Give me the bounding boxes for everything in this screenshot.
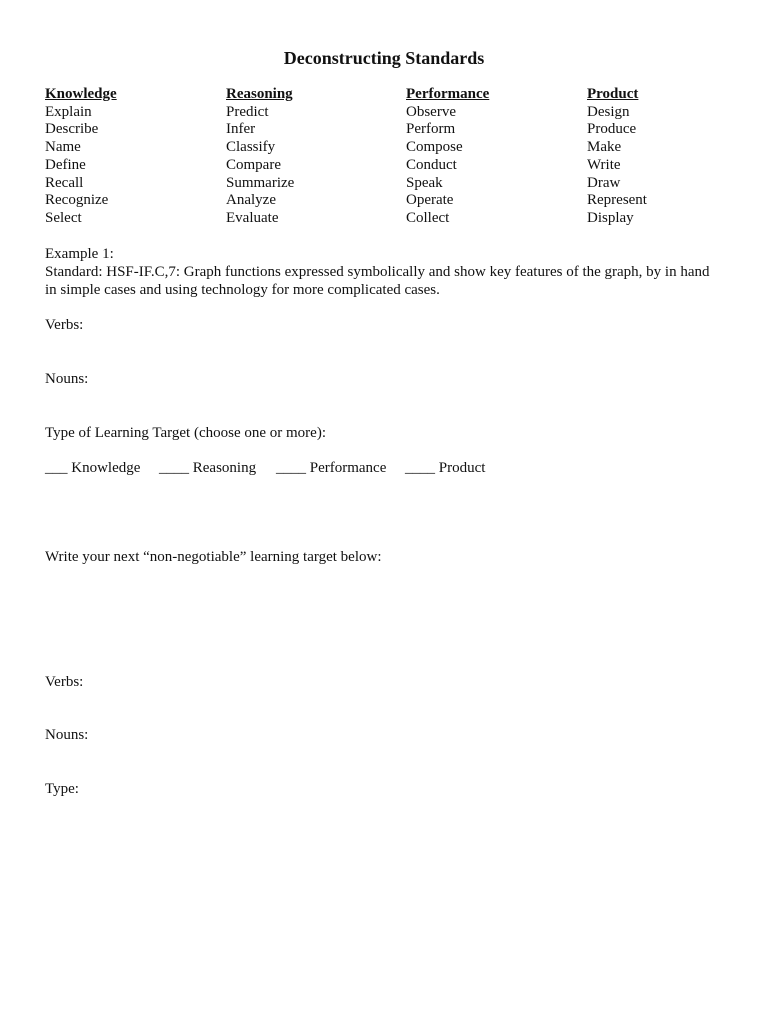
learning-target-type-prompt: Type of Learning Target (choose one or more): [45, 425, 326, 441]
column-performance [406, 86, 576, 228]
column-item: Name [45, 139, 81, 156]
column-item: Compose [406, 139, 463, 156]
column-heading: Performance [406, 86, 490, 102]
column-item: Select [45, 209, 82, 226]
column-item: Represent [587, 192, 647, 209]
column-knowledge [45, 86, 215, 228]
column-item: Infer [226, 121, 256, 138]
column-item: Define [45, 156, 86, 173]
column-item: Perform [406, 121, 456, 138]
column-item: Describe [45, 121, 99, 138]
choice-performance[interactable]: ____ Performance [276, 460, 387, 476]
standard-line-2: in simple cases and using technology for more complicated cases. [45, 282, 440, 298]
column-item: Draw [587, 174, 621, 191]
column-item: Make [587, 139, 622, 156]
column-item: Write [587, 156, 621, 173]
column-item: Predict [226, 103, 269, 120]
column-item: Compare [226, 156, 281, 173]
example-nouns-label: Nouns: [45, 371, 89, 387]
standard-line-1: Standard: HSF-IF.C,7: Graph functions expressed symbolically and show key features of the graph, by in hand [45, 264, 710, 280]
column-item: Explain [45, 103, 92, 120]
next-target-prompt: Write your next “non-negotiable” learning target below: [45, 549, 382, 565]
column-item: Collect [406, 209, 450, 226]
column-item: Speak [406, 174, 443, 191]
column-heading: Knowledge [45, 86, 117, 102]
example-label: Example 1: [45, 246, 114, 262]
choice-reasoning[interactable]: ____ Reasoning [159, 460, 257, 476]
column-item: Produce [587, 121, 637, 138]
column-item: Observe [406, 103, 456, 120]
column-heading: Product [587, 86, 639, 102]
column-item: Evaluate [226, 209, 279, 226]
column-item: Recall [45, 174, 84, 191]
page-title: Deconstructing Standards [283, 48, 485, 68]
column-item: Analyze [226, 192, 276, 209]
column-item: Design [587, 103, 630, 120]
column-item: Classify [226, 139, 276, 156]
column-item: Display [587, 209, 634, 226]
example-verbs-label: Verbs: [45, 317, 84, 333]
column-product [587, 86, 757, 228]
column-item: Summarize [226, 174, 295, 191]
column-reasoning [226, 86, 396, 228]
column-item: Operate [406, 192, 454, 209]
column-item: Conduct [406, 156, 457, 173]
next-verbs-label: Verbs: [45, 674, 84, 690]
next-nouns-label: Nouns: [45, 727, 89, 743]
column-item: Recognize [45, 192, 109, 209]
column-heading: Reasoning [226, 86, 293, 102]
choice-product[interactable]: ____ Product [405, 460, 486, 476]
choice-knowledge[interactable]: ___ Knowledge [45, 460, 141, 476]
next-type-label: Type: [45, 781, 79, 797]
